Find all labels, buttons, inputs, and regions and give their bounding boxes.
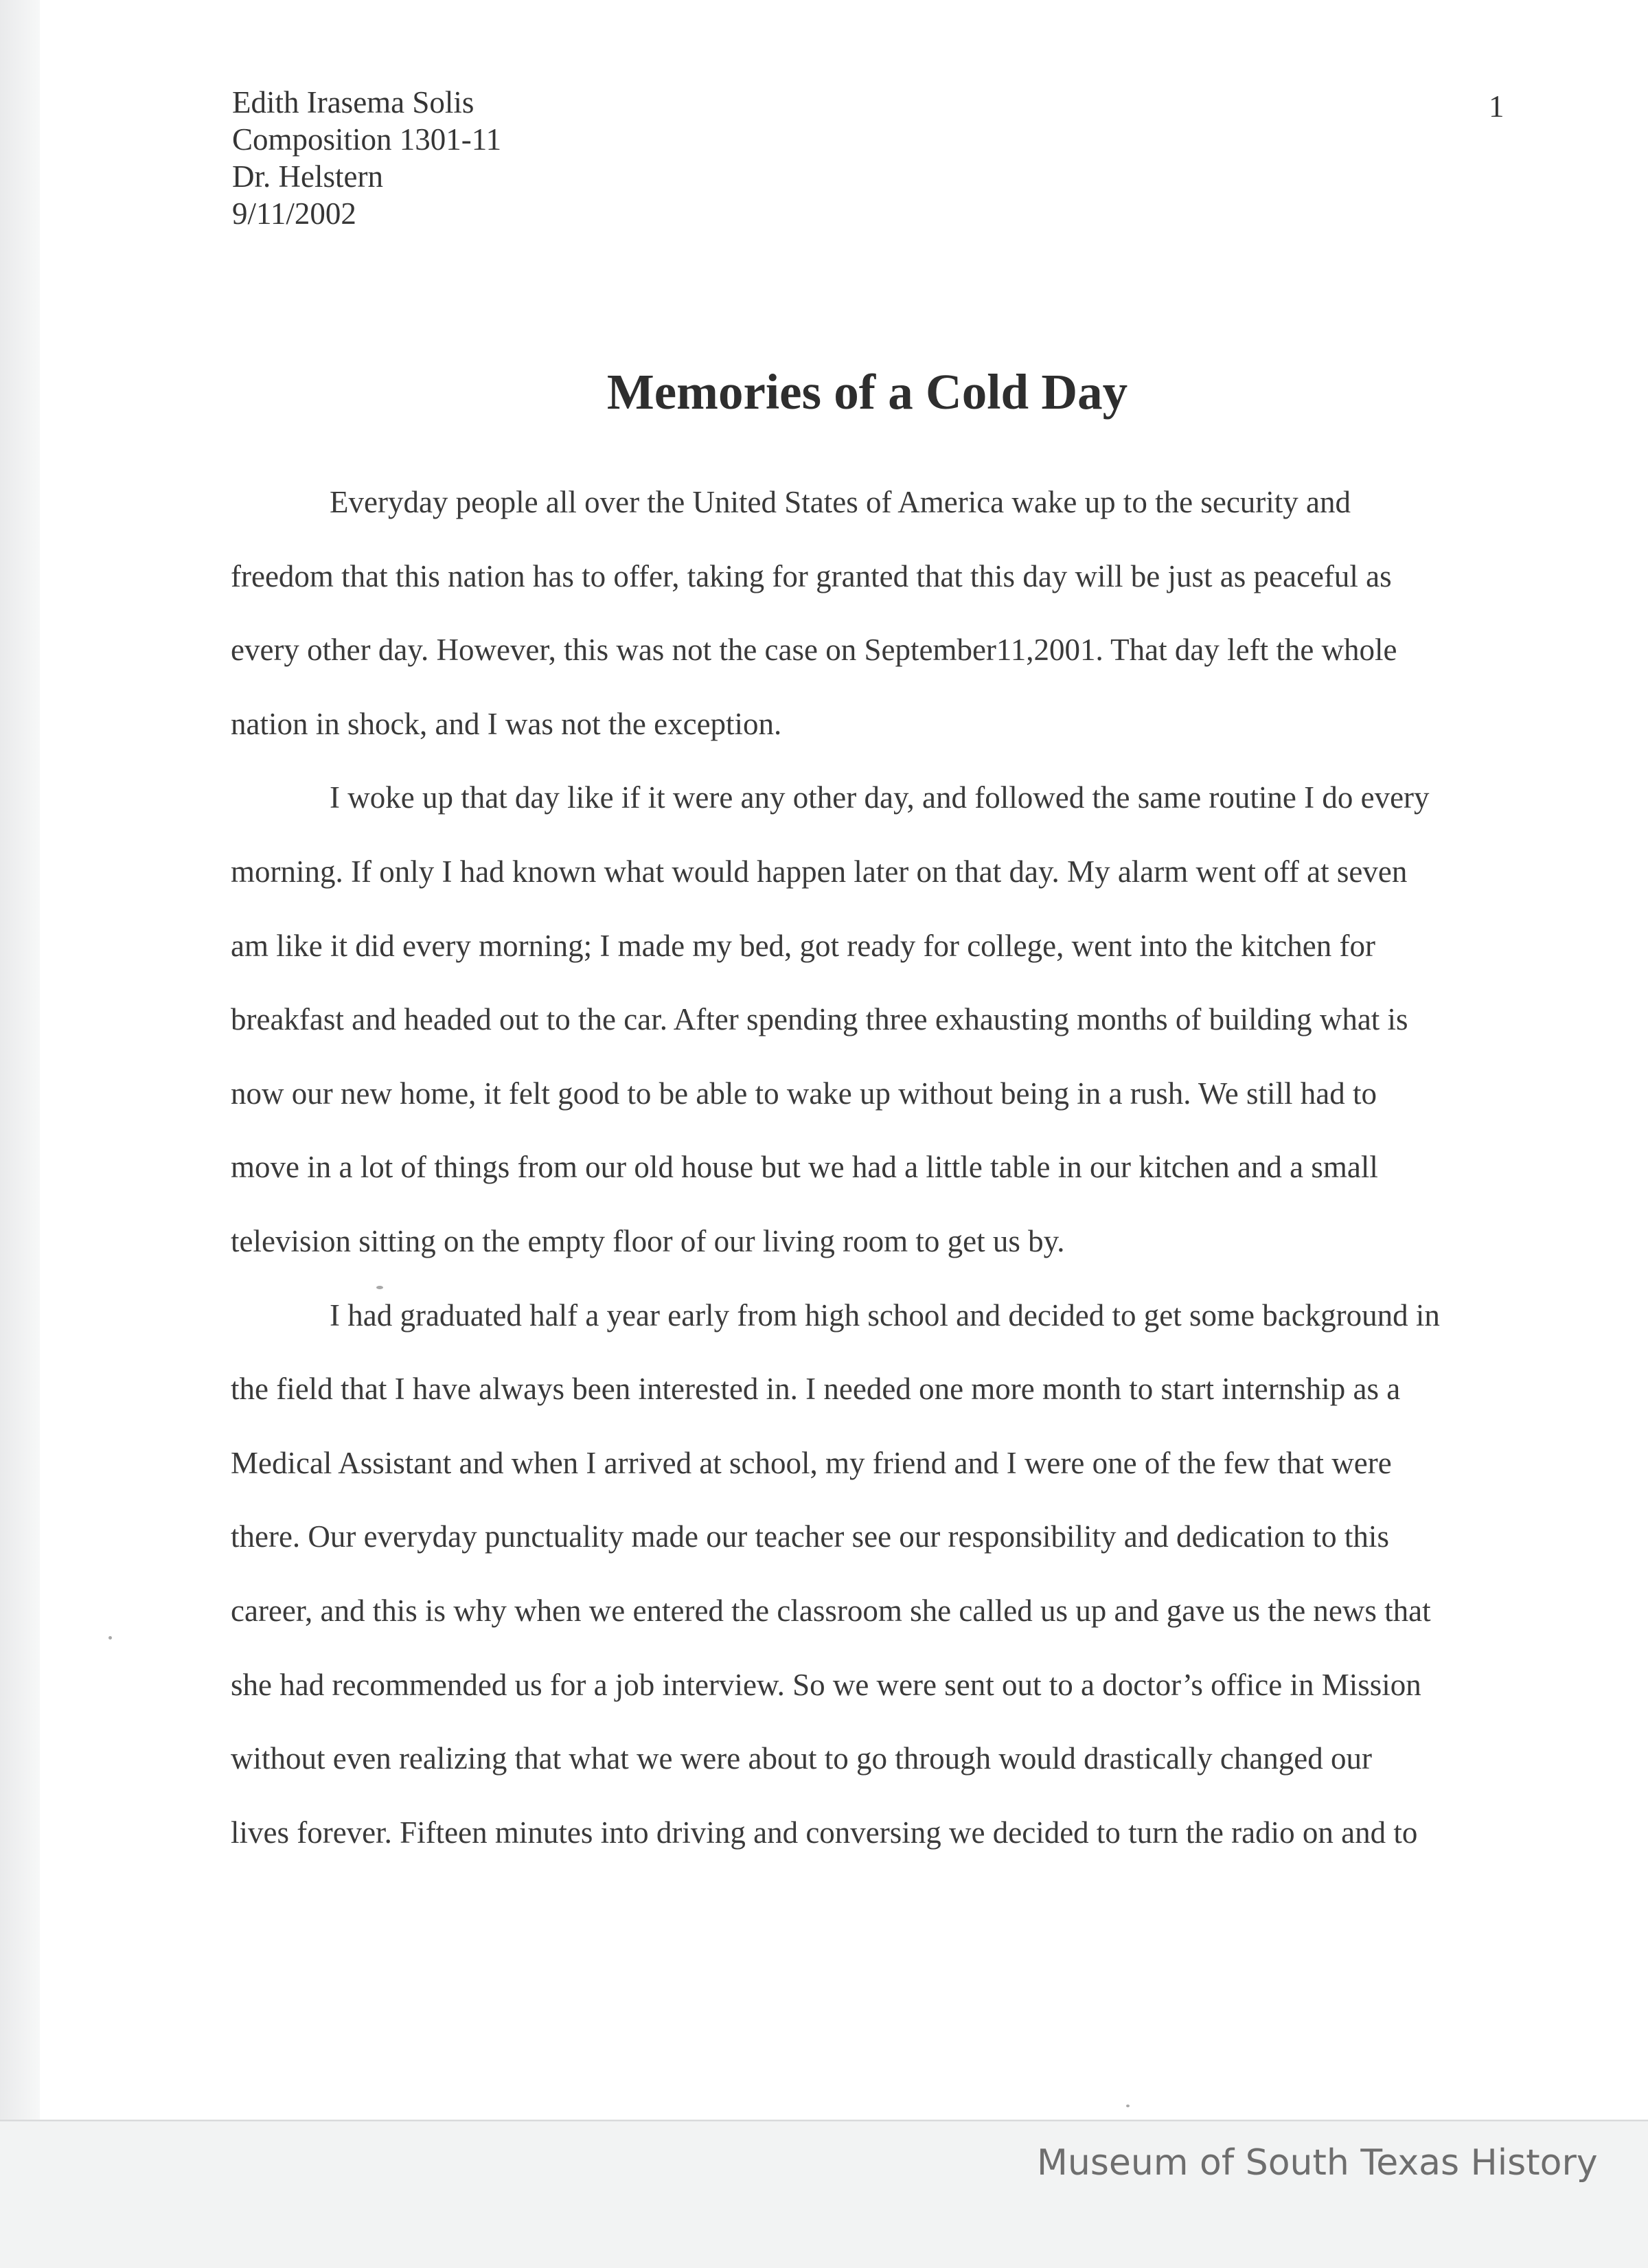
body-line: morning. If only I had known what would happen later on that day. My alarm went off at seven xyxy=(231,854,1408,889)
body-line: there. Our everyday punctuality made our teacher see our responsibility and dedication to this xyxy=(231,1519,1389,1554)
paper-speck xyxy=(108,1636,112,1640)
body-line: career, and this is why when we entered the classroom she called us up and gave us the news that xyxy=(231,1593,1431,1628)
instructor-name: Dr. Helstern xyxy=(232,159,383,194)
body-line: Everyday people all over the United States of America wake up to the security and xyxy=(330,485,1351,519)
author-name: Edith Irasema Solis xyxy=(232,85,474,120)
body-line: Medical Assistant and when I arrived at school, my friend and I were one of the few that were xyxy=(231,1445,1392,1480)
body-line: the field that I have always been interested in. I needed one more month to start internship as a xyxy=(231,1372,1401,1407)
body-line: she had recommended us for a job interview. So we were sent out to a doctor’s office in Mission xyxy=(231,1667,1421,1702)
body-line: every other day. However, this was not the case on September11,2001. That day left the whole xyxy=(231,633,1397,668)
body-line: I woke up that day like if it were any other day, and followed the same routine I do every xyxy=(330,780,1430,815)
body-line: lives forever. Fifteen minutes into driving and conversing we decided to turn the radio on and to xyxy=(231,1815,1418,1850)
body-line: move in a lot of things from our old house but we had a little table in our kitchen and a small xyxy=(231,1150,1378,1185)
essay-body xyxy=(231,474,1504,1878)
page-number: 1 xyxy=(1489,89,1504,124)
course-name: Composition 1301-11 xyxy=(232,122,502,157)
essay-header xyxy=(232,84,501,232)
body-line: breakfast and headed out to the car. After spending three exhausting months of building what is xyxy=(231,1002,1408,1037)
body-line: nation in shock, and I was not the exception. xyxy=(231,706,782,741)
body-line: television sitting on the empty floor of our living room to get us by. xyxy=(231,1223,1065,1258)
paper-speck xyxy=(1126,2105,1130,2107)
body-line: freedom that this nation has to offer, taking for granted that this day will be just as peaceful as xyxy=(231,558,1392,593)
essay-title: Memories of a Cold Day xyxy=(606,364,1128,420)
museum-watermark: Museum of South Texas History xyxy=(1037,2142,1598,2184)
body-line: now our new home, it felt good to be able to wake up without being in a rush. We still had to xyxy=(231,1076,1377,1111)
body-line: without even realizing that what we were about to go through would drastically changed our xyxy=(231,1741,1373,1776)
body-line: I had graduated half a year early from high school and decided to get some background in xyxy=(330,1297,1440,1333)
paper-speck xyxy=(376,1286,383,1289)
essay-date: 9/11/2002 xyxy=(232,196,356,231)
page-left-edge xyxy=(0,0,40,2120)
body-line: am like it did every morning; I made my bed, got ready for college, went into the kitchen for xyxy=(231,928,1375,963)
